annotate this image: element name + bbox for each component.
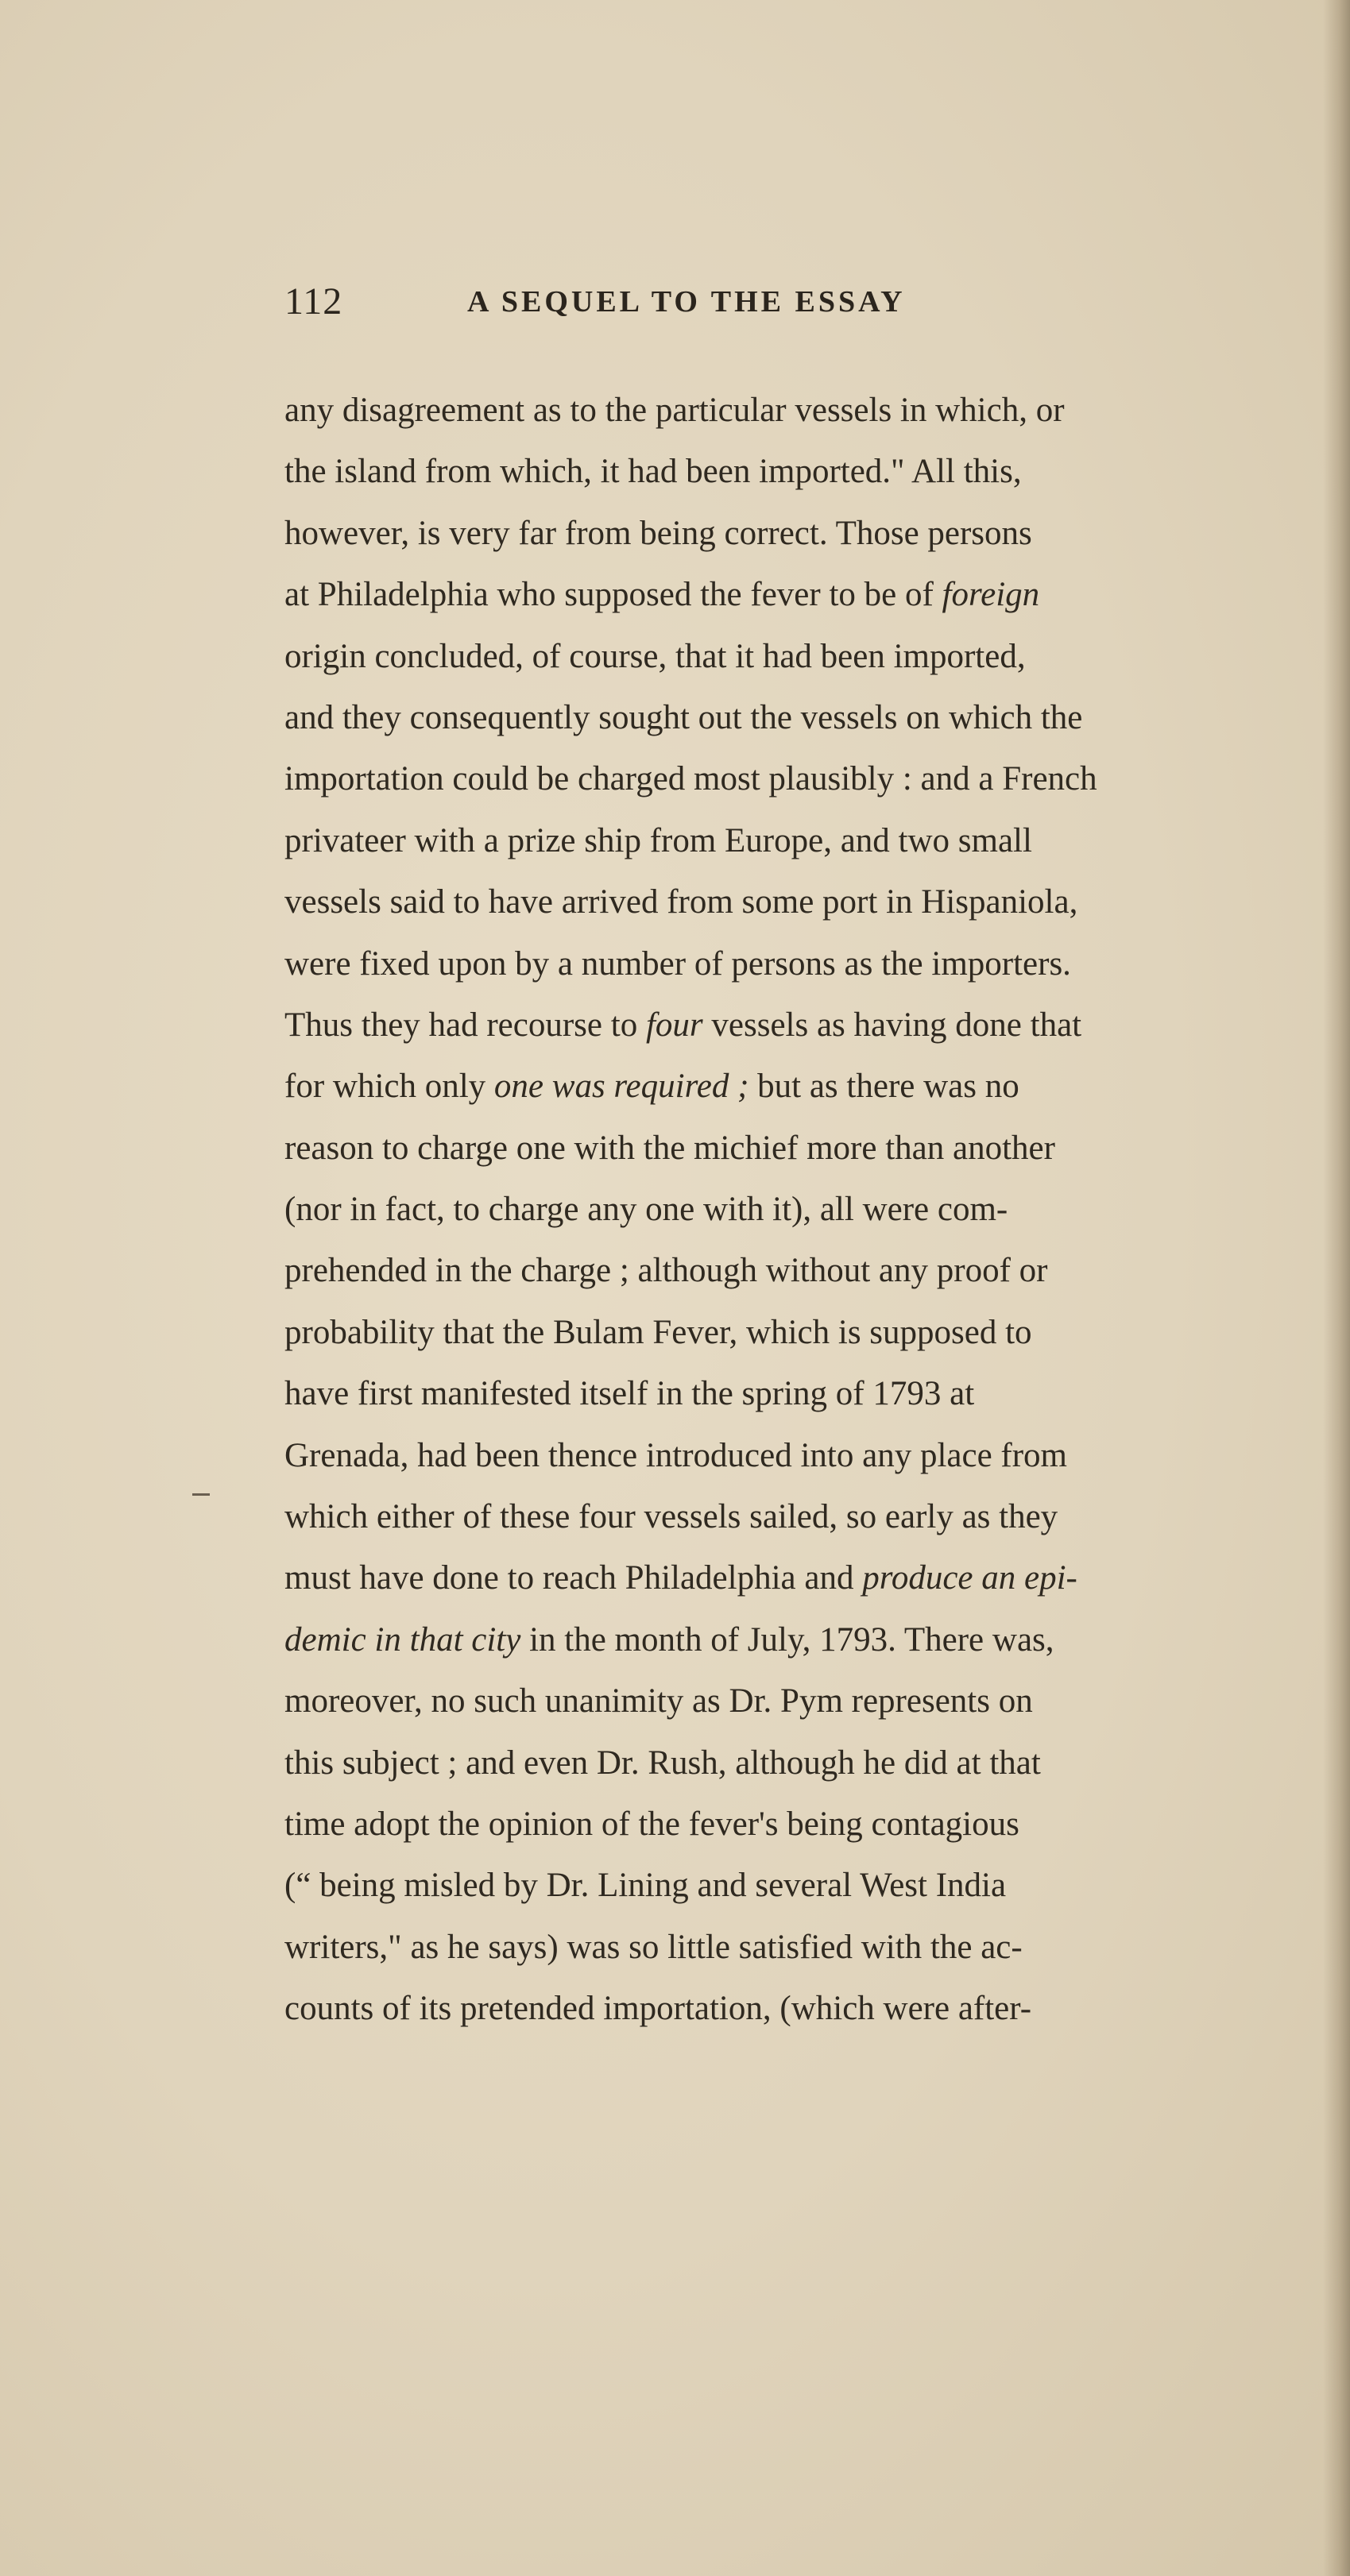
- text-line: reason to charge one with the michief more than another: [284, 1129, 1055, 1167]
- page-header: [284, 280, 1317, 327]
- text-line: this subject ; and even Dr. Rush, although he did at that: [284, 1744, 1041, 1782]
- text-line: importation could be charged most plausibly : and a French: [284, 760, 1097, 798]
- italic-text: foreign: [942, 576, 1040, 614]
- italic-text: produce an epi-: [862, 1559, 1077, 1597]
- text-line: at Philadelphia who supposed the fever to be of foreign: [284, 576, 1040, 614]
- margin-mark: [192, 1493, 210, 1496]
- italic-text: demic in that city: [284, 1620, 521, 1659]
- text-line: counts of its pretended importation, (which were after-: [284, 1990, 1032, 2028]
- italic-text: one was required ;: [493, 1068, 749, 1106]
- text-line: (“ being misled by Dr. Lining and several West India: [284, 1867, 1007, 1905]
- text-line: the island from which, it had been imported." All this,: [284, 453, 1022, 491]
- text-line: and they consequently sought out the vessels on which the: [284, 698, 1083, 736]
- text-line: however, is very far from being correct. Those persons: [284, 514, 1032, 552]
- text-line: vessels said to have arrived from some port in Hispaniola,: [284, 883, 1078, 921]
- text-line: moreover, no such unanimity as Dr. Pym represents on: [284, 1682, 1033, 1721]
- text-line: demic in that city in the month of July, 1793. There was,: [284, 1620, 1054, 1659]
- text-line: must have done to reach Philadelphia and produce an epi-: [284, 1559, 1077, 1597]
- page-number: 112: [284, 280, 343, 322]
- text-line: Grenada, had been thence introduced into any place from: [284, 1436, 1067, 1474]
- text-line: writers," as he says) was so little satisfied with the ac-: [284, 1928, 1023, 1966]
- text-line: (nor in fact, to charge any one with it), all were com-: [284, 1191, 1008, 1229]
- text-line: probability that the Bulam Fever, which is supposed to: [284, 1313, 1032, 1351]
- text-line: have first manifested itself in the spring of 1793 at: [284, 1375, 975, 1413]
- text-line: were fixed upon by a number of persons as the importers.: [284, 944, 1071, 983]
- text-line: Thus they had recourse to four vessels as having done that: [284, 1006, 1082, 1044]
- text-line: any disagreement as to the particular vessels in which, or: [284, 392, 1065, 429]
- text-line: for which only one was required ; but as there was no: [284, 1068, 1019, 1106]
- text-line: time adopt the opinion of the fever's being contagious: [284, 1805, 1019, 1843]
- italic-text: four: [645, 1006, 703, 1044]
- text-line: origin concluded, of course, that it had been imported,: [284, 637, 1026, 675]
- text-line: prehended in the charge ; although without any proof or: [284, 1252, 1048, 1290]
- text-line: which either of these four vessels sailed, so early as they: [284, 1498, 1058, 1536]
- text-line: privateer with a prize ship from Europe, and two small: [284, 821, 1032, 859]
- running-head: A SEQUEL TO THE ESSAY: [467, 285, 906, 319]
- body-text: [284, 380, 1341, 2040]
